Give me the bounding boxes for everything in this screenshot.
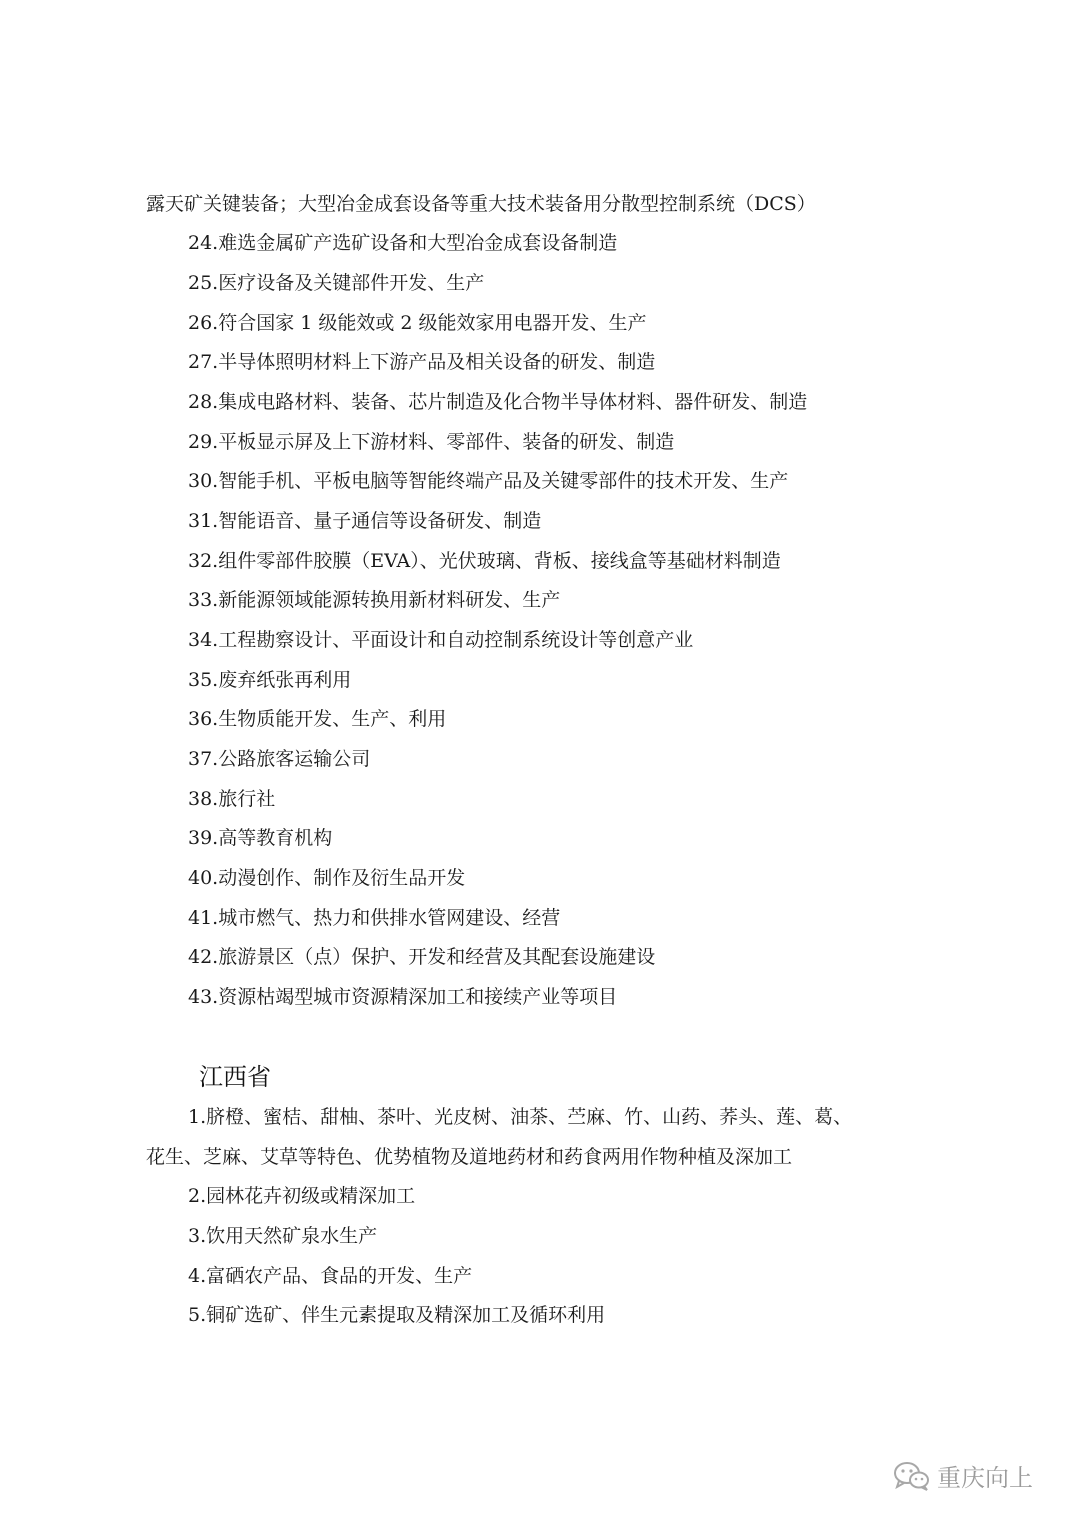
list-item: 3.饮用天然矿泉水生产 bbox=[188, 1225, 378, 1247]
list-item: 39.高等教育机构 bbox=[188, 827, 333, 849]
list-item: 29.平板显示屏及上下游材料、零部件、装备的研发、制造 bbox=[188, 431, 675, 453]
list-item: 31.智能语音、量子通信等设备研发、制造 bbox=[188, 510, 542, 532]
list-item: 4.富硒农产品、食品的开发、生产 bbox=[188, 1265, 473, 1287]
section-title: 江西省 bbox=[199, 1063, 271, 1091]
list-item: 43.资源枯竭型城市资源精深加工和接续产业等项目 bbox=[188, 986, 618, 1008]
list-item: 38.旅行社 bbox=[188, 788, 276, 810]
watermark-text: 重庆向上 bbox=[937, 1464, 1033, 1492]
list-item: 27.半导体照明材料上下游产品及相关设备的研发、制造 bbox=[188, 351, 656, 373]
list-item: 1.脐橙、蜜桔、甜柚、茶叶、光皮树、油茶、苎麻、竹、山药、荞头、莲、葛、 bbox=[188, 1106, 853, 1128]
list-item: 34.工程勘察设计、平面设计和自动控制系统设计等创意产业 bbox=[188, 629, 694, 651]
list-item: 26.符合国家 1 级能效或 2 级能效家用电器开发、生产 bbox=[188, 312, 647, 334]
list-item: 5.铜矿选矿、伴生元素提取及精深加工及循环利用 bbox=[188, 1304, 606, 1326]
list-item: 40.动漫创作、制作及衍生品开发 bbox=[188, 867, 466, 889]
list-item: 28.集成电路材料、装备、芯片制造及化合物半导体材料、器件研发、制造 bbox=[188, 391, 808, 413]
list-item: 25.医疗设备及关键部件开发、生产 bbox=[188, 272, 485, 294]
continuation-line: 露天矿关键装备；大型冶金成套设备等重大技术装备用分散型控制系统（DCS） bbox=[146, 193, 816, 215]
list-item: 2.园林花卉初级或精深加工 bbox=[188, 1185, 416, 1207]
list-item: 30.智能手机、平板电脑等智能终端产品及关键零部件的技术开发、生产 bbox=[188, 470, 789, 492]
list-item: 35.废弃纸张再利用 bbox=[188, 669, 352, 691]
list-item: 37.公路旅客运输公司 bbox=[188, 748, 371, 770]
list-item: 24.难选金属矿产选矿设备和大型冶金成套设备制造 bbox=[188, 232, 618, 254]
wechat-icon bbox=[893, 1460, 931, 1492]
list-item: 32.组件零部件胶膜（EVA）、光伏玻璃、背板、接线盒等基础材料制造 bbox=[188, 550, 781, 572]
list-item: 33.新能源领域能源转换用新材料研发、生产 bbox=[188, 589, 561, 611]
list-item-continuation: 花生、芝麻、艾草等特色、优势植物及道地药材和药食两用作物种植及深加工 bbox=[146, 1146, 793, 1168]
list-item: 36.生物质能开发、生产、利用 bbox=[188, 708, 447, 730]
list-item: 42.旅游景区（点）保护、开发和经营及其配套设施建设 bbox=[188, 946, 656, 968]
list-item: 41.城市燃气、热力和供排水管网建设、经营 bbox=[188, 907, 561, 929]
watermark bbox=[893, 1458, 1033, 1493]
